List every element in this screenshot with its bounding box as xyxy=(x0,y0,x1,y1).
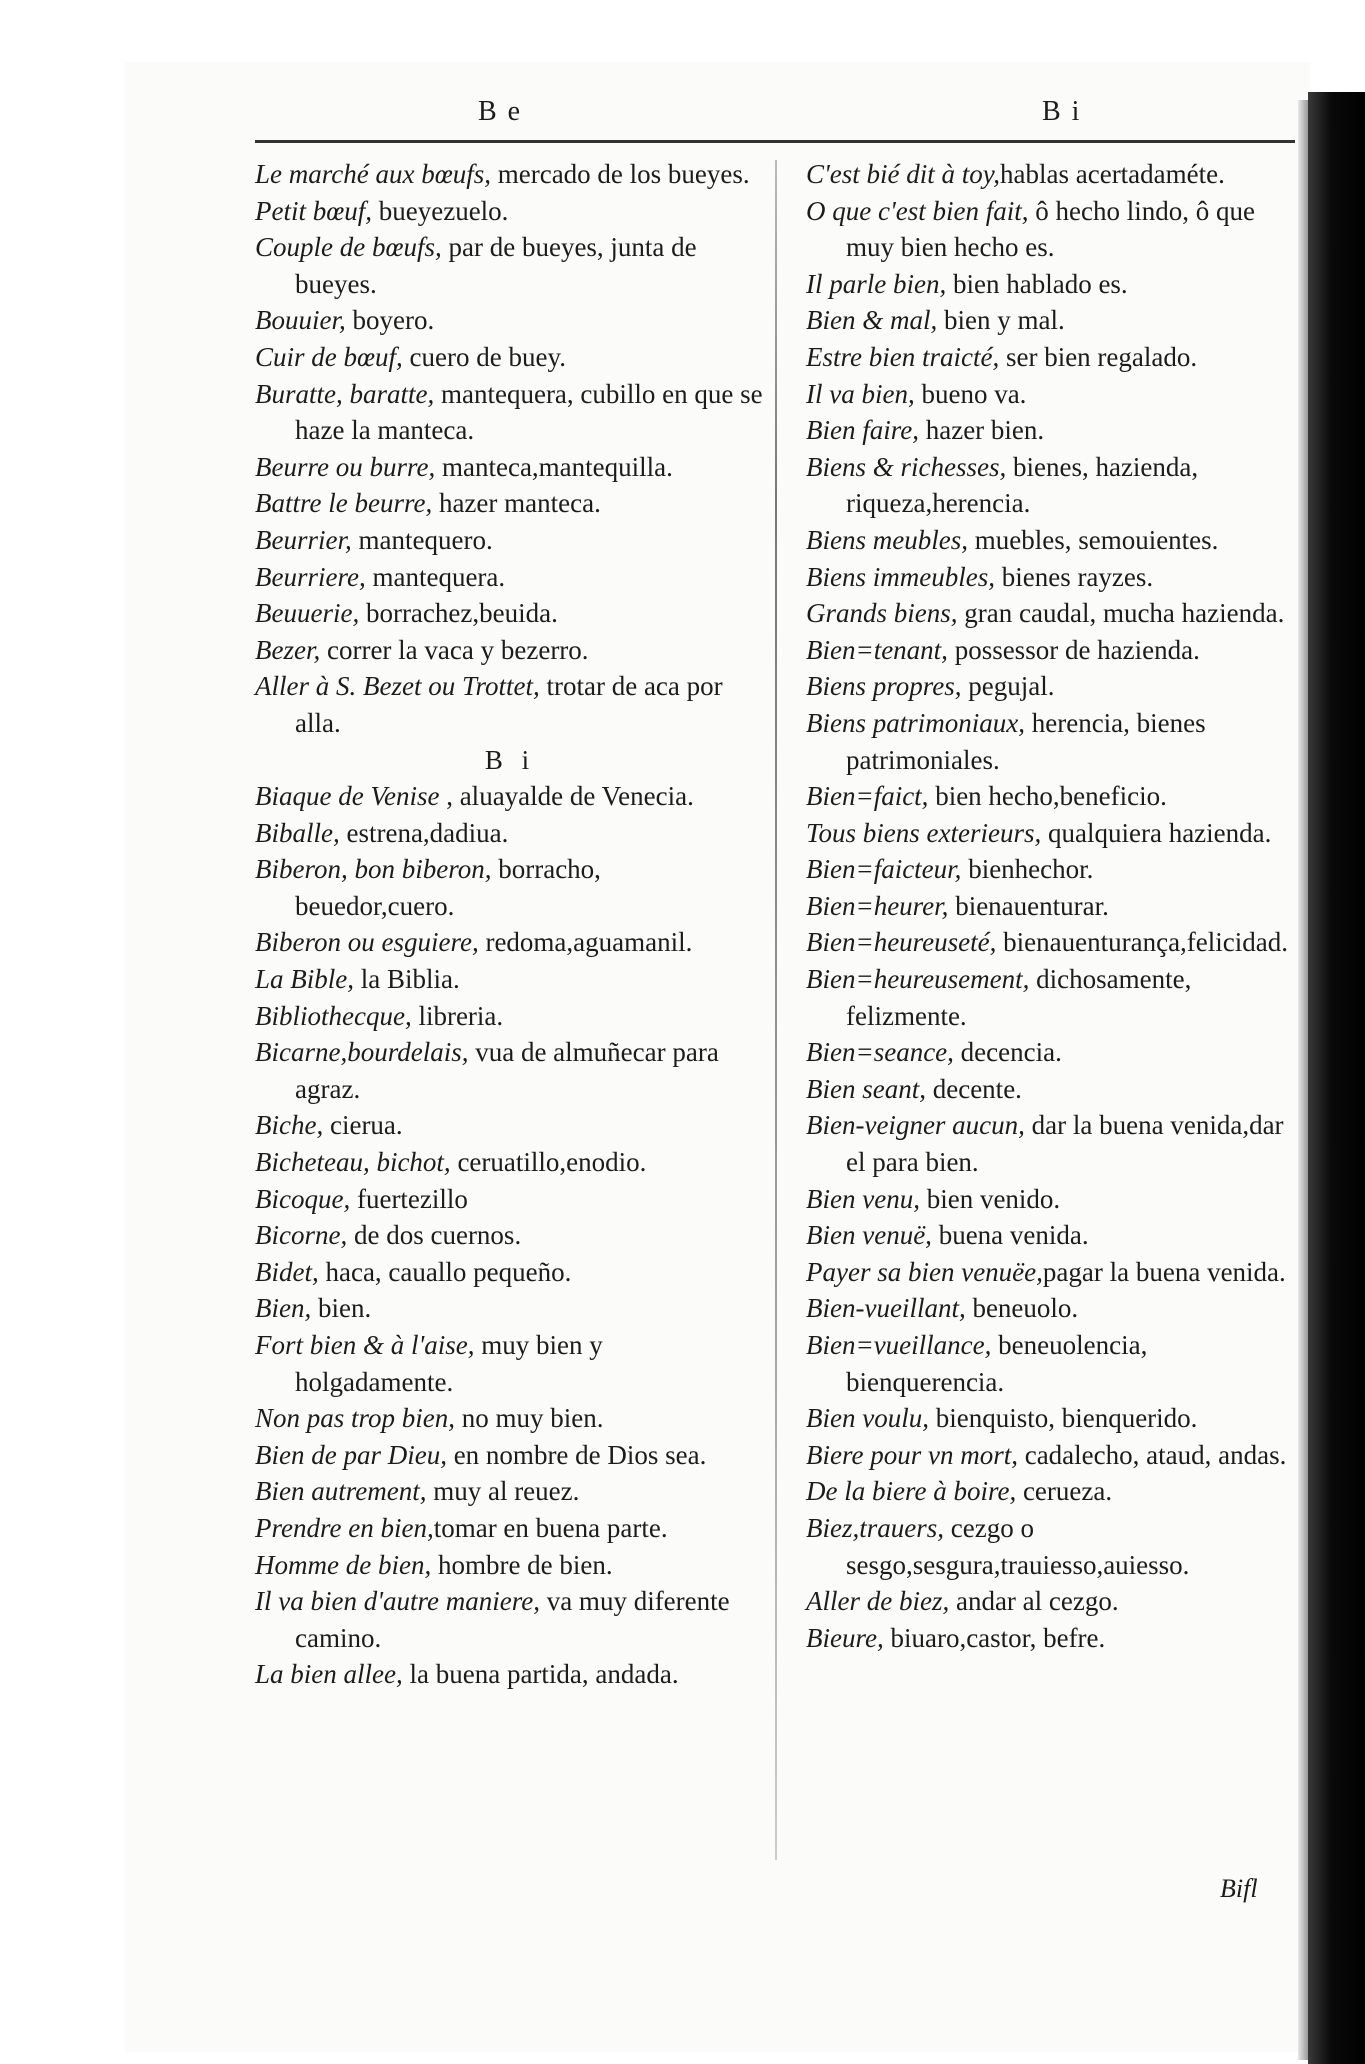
translation: cezgo o sesgo,sesgura,trauiesso,auiesso. xyxy=(846,1512,1190,1580)
headword: Bien venu, xyxy=(806,1183,920,1214)
dictionary-entry xyxy=(806,1290,1306,1327)
headword: Bibliothecque, xyxy=(255,1000,412,1031)
translation: la Biblia. xyxy=(354,964,460,995)
dictionary-entry xyxy=(806,302,1306,339)
dictionary-entry xyxy=(255,1181,765,1218)
headword: Homme de bien, xyxy=(255,1549,432,1580)
headword: Bien=heurer, xyxy=(806,890,949,921)
translation: cierua. xyxy=(323,1110,403,1141)
headword: Bien de par Dieu, xyxy=(255,1439,447,1470)
translation: trotar de aca por alla. xyxy=(295,671,723,738)
dictionary-entry xyxy=(255,961,765,998)
headword: Biere pour vn mort, xyxy=(806,1439,1018,1470)
headword: Bicoque, xyxy=(255,1183,351,1214)
headword: Bien=heureusement, xyxy=(806,964,1030,995)
dictionary-entry xyxy=(806,668,1306,705)
translation: mantequera. xyxy=(365,561,506,592)
headword: Aller à S. Bezet ou Trottet, xyxy=(255,671,540,702)
headword: La bien allee, xyxy=(255,1659,403,1690)
dictionary-entry xyxy=(255,998,765,1035)
translation: bienes, hazienda, riqueza,herencia. xyxy=(846,451,1199,519)
headword: Bien faire, xyxy=(806,415,919,446)
dictionary-entry xyxy=(806,1583,1306,1620)
running-head-right: B i xyxy=(1042,96,1082,127)
headword: Beurriere, xyxy=(255,561,366,592)
translation: muy al reuez. xyxy=(426,1476,580,1507)
dictionary-entry xyxy=(806,376,1306,413)
translation: possessor de hazienda. xyxy=(947,634,1200,665)
headword: Bien=seance, xyxy=(806,1037,954,1068)
headword: Biez,trauers, xyxy=(806,1512,944,1543)
translation: beneuolencia, bienquerencia. xyxy=(846,1330,1148,1397)
headword: Bien seant, xyxy=(806,1073,926,1104)
translation: decente. xyxy=(925,1073,1022,1104)
dictionary-entry xyxy=(806,1400,1306,1437)
headword: Bien autrement, xyxy=(255,1476,427,1507)
headword: Biballe, xyxy=(255,817,340,848)
dictionary-entry xyxy=(806,339,1306,376)
headword: Biberon ou esguiere, xyxy=(255,927,479,958)
dictionary-entry xyxy=(806,1620,1306,1657)
headword: Bieure, xyxy=(806,1622,884,1653)
headword: De la biere à boire, xyxy=(806,1476,1017,1507)
dictionary-entry xyxy=(255,302,765,339)
headword: Estre bien traicté, xyxy=(806,341,1000,372)
headword: Biens immeubles, xyxy=(806,561,995,592)
dictionary-entry xyxy=(806,1437,1306,1474)
dictionary-entry xyxy=(255,1547,765,1584)
dictionary-entry xyxy=(806,1473,1306,1510)
dictionary-entry xyxy=(806,924,1306,961)
headword: Bicarne,bourdelais, xyxy=(255,1037,469,1068)
dictionary-entry xyxy=(806,632,1306,669)
dictionary-entry xyxy=(806,522,1306,559)
translation: correr la vaca y bezerro. xyxy=(320,634,589,665)
headword: Beurrier, xyxy=(255,524,352,555)
column-divider xyxy=(775,160,777,1860)
translation: vua de almuñecar para agraz. xyxy=(295,1037,719,1104)
headword: Bien=vueillance, xyxy=(806,1330,992,1360)
translation: mercado de los bueyes. xyxy=(490,159,750,189)
translation: ô hecho lindo, ô que muy bien hecho es. xyxy=(846,195,1255,263)
translation: gran caudal, mucha hazienda. xyxy=(957,598,1285,629)
dictionary-entry xyxy=(255,595,765,632)
dictionary-entry xyxy=(255,1107,765,1144)
headword: Petit bœuf, xyxy=(255,195,372,226)
headword: Buratte, baratte, xyxy=(255,378,435,409)
dictionary-entry xyxy=(255,1034,765,1107)
translation: pagar la buena venida. xyxy=(1042,1256,1286,1287)
translation: bien hablado es. xyxy=(946,268,1128,299)
dictionary-entry xyxy=(806,1327,1306,1400)
translation: bien y mal. xyxy=(937,305,1065,336)
translation: tomar en buena parte. xyxy=(433,1512,668,1543)
headword: Prendre en bien, xyxy=(255,1512,434,1543)
dictionary-entry xyxy=(806,412,1306,449)
dictionary-entry xyxy=(806,595,1306,632)
headword: Biens meubles, xyxy=(806,524,968,555)
translation: herencia, bienes patrimoniales. xyxy=(846,707,1206,775)
translation: bienhechor. xyxy=(961,854,1094,885)
headword: Biche, xyxy=(255,1110,324,1141)
dictionary-entry xyxy=(806,778,1306,815)
headword: Bien & mal, xyxy=(806,305,938,336)
translation: dichosamente, felizmente. xyxy=(846,964,1192,1031)
translation: borracho, beuedor,cuero. xyxy=(295,854,601,921)
translation: pegujal. xyxy=(961,671,1055,702)
headword: Tous biens exterieurs, xyxy=(806,817,1042,848)
headword: Bicheteau, bichot, xyxy=(255,1147,451,1178)
headword: Bien-vueillant, xyxy=(806,1293,966,1324)
headword: Bien=faicteur, xyxy=(806,854,962,885)
translation: bien hecho,beneficio. xyxy=(928,781,1167,812)
dictionary-entry xyxy=(255,156,765,193)
section-heading: B i xyxy=(484,744,536,775)
translation: cerueza. xyxy=(1016,1476,1113,1507)
translation: bien. xyxy=(311,1293,372,1324)
dictionary-entry xyxy=(255,1583,765,1656)
translation: bienquisto, bienquerido. xyxy=(928,1403,1198,1434)
dictionary-entry xyxy=(255,1254,765,1291)
dictionary-entry xyxy=(255,193,765,230)
translation: manteca,mantequilla. xyxy=(435,451,673,482)
headword: Bezer, xyxy=(255,634,321,665)
translation: boyero. xyxy=(345,305,435,336)
translation: par de bueyes, junta de bueyes. xyxy=(295,232,697,299)
headword: Bien voulu, xyxy=(806,1403,929,1434)
dictionary-entry xyxy=(806,1254,1306,1291)
header-rule xyxy=(255,140,1295,143)
scan-shadow xyxy=(1308,92,1365,2064)
translation: muy bien y holgadamente. xyxy=(295,1330,603,1397)
dictionary-entry xyxy=(806,559,1306,596)
translation: ceruatillo,enodio. xyxy=(450,1147,647,1178)
dictionary-entry xyxy=(806,156,1306,193)
headword: Bien, xyxy=(255,1293,312,1324)
translation: redoma,aguamanil. xyxy=(478,927,693,958)
headword: Fort bien & à l'aise, xyxy=(255,1330,475,1360)
translation: haca, cauallo pequeño. xyxy=(318,1256,572,1287)
headword: Beuuerie, xyxy=(255,598,360,629)
dictionary-entry xyxy=(806,1034,1306,1071)
headword: Bien=heureuseté, xyxy=(806,927,997,958)
headword: Aller de biez, xyxy=(806,1586,950,1617)
translation: decencia. xyxy=(953,1037,1062,1068)
translation: no muy bien. xyxy=(455,1403,604,1434)
headword: Grands biens, xyxy=(806,598,958,629)
dictionary-entry xyxy=(806,888,1306,925)
translation: hazer manteca. xyxy=(432,488,601,519)
translation: andar al cezgo. xyxy=(949,1586,1119,1617)
headword: Biberon, bon biberon, xyxy=(255,854,492,885)
headword: Bien=tenant, xyxy=(806,634,948,665)
dictionary-entry xyxy=(806,193,1306,266)
dictionary-entry xyxy=(255,1290,765,1327)
headword: Biens & richesses, xyxy=(806,451,1007,482)
dictionary-entry xyxy=(255,376,765,449)
catchword: Bifl xyxy=(1220,1874,1258,1903)
dictionary-entry xyxy=(806,449,1306,522)
headword: Bien-veigner aucun, xyxy=(806,1110,1025,1141)
dictionary-entry xyxy=(255,485,765,522)
dictionary-entry xyxy=(806,1107,1306,1180)
dictionary-entry xyxy=(255,1473,765,1510)
headword: Il va bien, xyxy=(806,378,915,409)
headword: Couple de bœufs, xyxy=(255,232,442,263)
translation: hombre de bien. xyxy=(431,1549,613,1580)
dictionary-entry xyxy=(255,1510,765,1547)
dictionary-entry xyxy=(806,815,1306,852)
dictionary-entry xyxy=(806,1071,1306,1108)
translation: de dos cuernos. xyxy=(347,1220,522,1251)
translation: hablas acertadaméte. xyxy=(1000,159,1225,189)
translation: libreria. xyxy=(411,1000,504,1031)
right-column xyxy=(806,156,1306,1656)
translation: estrena,dadiua. xyxy=(339,817,509,848)
headword: Il va bien d'autre maniere, xyxy=(255,1586,540,1617)
headword: O que c'est bien fait, xyxy=(806,195,1029,226)
headword: Bicorne, xyxy=(255,1220,348,1251)
dictionary-entry xyxy=(255,449,765,486)
translation: bien venido. xyxy=(919,1183,1061,1214)
dictionary-entry xyxy=(255,924,765,961)
headword: Bouuier, xyxy=(255,305,346,336)
dictionary-entry xyxy=(255,1217,765,1254)
dictionary-entry xyxy=(806,1181,1306,1218)
dictionary-entry xyxy=(255,851,765,924)
headword: Battre le beurre, xyxy=(255,488,433,519)
dictionary-entry xyxy=(255,522,765,559)
translation: bienes rayzes. xyxy=(994,561,1154,592)
translation: bienauenturança,felicidad. xyxy=(996,927,1289,958)
translation: mantequero. xyxy=(351,524,493,555)
headword: Bien venuë, xyxy=(806,1220,932,1251)
translation: biuaro,castor, befre. xyxy=(883,1622,1106,1653)
dictionary-entry xyxy=(255,229,765,302)
dictionary-entry xyxy=(806,266,1306,303)
dictionary-entry xyxy=(255,815,765,852)
headword: Il parle bien, xyxy=(806,268,947,299)
headword: Biens propres, xyxy=(806,671,962,702)
translation: la buena partida, andada. xyxy=(402,1659,679,1690)
headword: La Bible, xyxy=(255,964,354,995)
headword: Bidet, xyxy=(255,1256,319,1287)
translation: cadalecho, ataud, andas. xyxy=(1017,1439,1287,1470)
dictionary-entry xyxy=(255,668,765,741)
translation: , aluayalde de Venecia. xyxy=(439,781,694,812)
dictionary-entry xyxy=(806,961,1306,1034)
headword: Beurre ou burre, xyxy=(255,451,436,482)
translation: en nombre de Dios sea. xyxy=(446,1439,707,1470)
dictionary-entry xyxy=(255,632,765,669)
translation: bienauenturar. xyxy=(948,890,1109,921)
dictionary-entry xyxy=(806,851,1306,888)
dictionary-entry xyxy=(806,705,1306,778)
translation: fuertezillo xyxy=(350,1183,468,1214)
headword: Payer sa bien venuëe, xyxy=(806,1256,1043,1287)
headword: Cuir de bœuf, xyxy=(255,341,403,372)
dictionary-entry xyxy=(255,1437,765,1474)
headword: Biens patrimoniaux, xyxy=(806,707,1025,738)
translation: borrachez,beuida. xyxy=(359,598,558,629)
translation: ser bien regalado. xyxy=(999,341,1198,372)
headword: C'est bié dit à toy, xyxy=(806,159,1001,189)
translation: cuero de buey. xyxy=(402,341,566,372)
dictionary-entry xyxy=(255,1400,765,1437)
dictionary-entry xyxy=(806,1217,1306,1254)
translation: bueyezuelo. xyxy=(372,195,509,226)
dictionary-entry xyxy=(255,778,765,815)
translation: bueno va. xyxy=(914,378,1027,409)
translation: hazer bien. xyxy=(918,415,1045,446)
translation: dar la buena venida,dar el para bien. xyxy=(846,1110,1284,1178)
headword: Le marché aux bœufs, xyxy=(255,159,491,189)
translation: mantequera, cubillo en que se haze la manteca. xyxy=(295,378,763,446)
translation: buena venida. xyxy=(931,1220,1089,1251)
dictionary-entry xyxy=(255,1656,765,1693)
translation: muebles, semouientes. xyxy=(967,524,1219,555)
translation: beneuolo. xyxy=(965,1293,1079,1324)
dictionary-entry xyxy=(255,1327,765,1400)
headword: Non pas trop bien, xyxy=(255,1403,456,1434)
dictionary-entry xyxy=(255,559,765,596)
dictionary-entry xyxy=(255,339,765,376)
left-column xyxy=(255,156,765,1693)
headword: Bien=faict, xyxy=(806,781,929,812)
dictionary-entry xyxy=(255,1144,765,1181)
dictionary-entry xyxy=(806,1510,1306,1583)
running-head-left: B e xyxy=(478,96,523,127)
headword: Biaque de Venise xyxy=(255,781,440,812)
translation: va muy diferente camino. xyxy=(295,1586,730,1653)
translation: qualquiera hazienda. xyxy=(1041,817,1272,848)
